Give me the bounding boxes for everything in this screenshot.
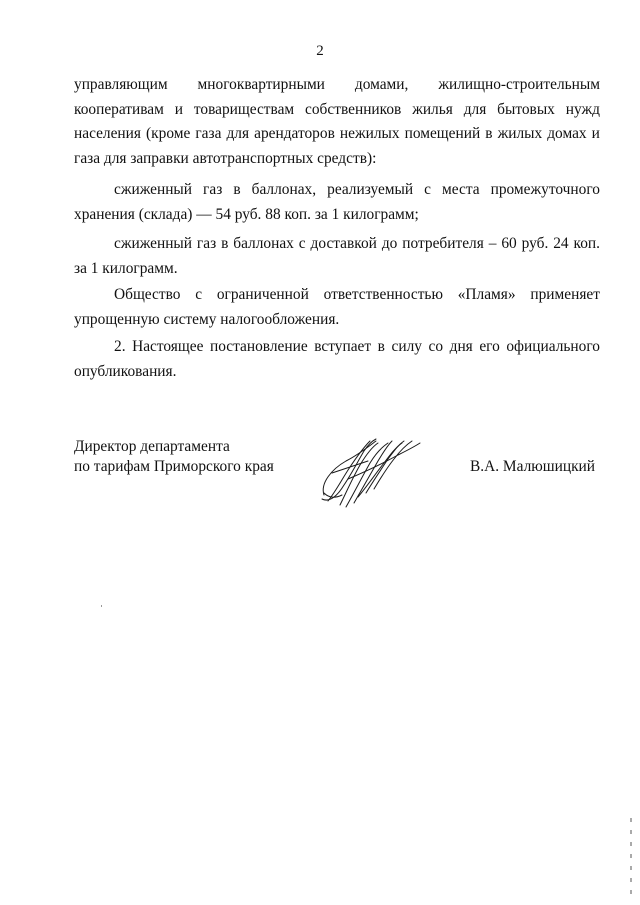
word: домами, <box>354 76 409 93</box>
word: управляющим <box>74 76 168 93</box>
paragraph-2-line-2: хранения (склада) — 54 руб. 88 коп. за 1 килограмм; <box>74 205 419 223</box>
word: жилищно-строительным <box>438 76 600 93</box>
word: (кроме <box>146 125 191 142</box>
word: газ <box>203 181 223 198</box>
paragraph-4 <box>74 283 600 332</box>
word: 24 <box>553 235 569 252</box>
word: его <box>479 338 500 355</box>
word: с <box>424 181 431 198</box>
word: потребителя <box>402 235 484 252</box>
paragraph-5-line-1 <box>74 335 600 360</box>
word: многоквартирными <box>197 76 325 93</box>
word: газ <box>196 235 217 252</box>
scan-edge-marks <box>628 818 634 898</box>
word: бытовых <box>497 100 555 118</box>
signatory-name: В.А. Малюшицкий <box>470 458 596 475</box>
signatory-title-line-1: Директор департамента <box>74 438 230 455</box>
word: «Пламя» <box>457 286 516 303</box>
word: Общество <box>114 286 181 303</box>
word: помещений <box>404 125 481 142</box>
word: с <box>298 235 306 252</box>
word: для <box>226 125 250 142</box>
paragraph-3-line-2: за 1 килограмм. <box>74 259 178 277</box>
word: кооперативам <box>74 100 164 118</box>
word: руб. <box>521 235 549 252</box>
word: вступает <box>314 338 372 355</box>
word: места <box>442 181 480 198</box>
paragraph-1 <box>74 73 600 171</box>
word: товариществам <box>193 100 295 118</box>
word: до <box>381 235 398 252</box>
signatory-title <box>74 437 274 477</box>
word: газа <box>195 125 222 142</box>
word: жилых <box>497 125 543 142</box>
word: баллонах <box>233 235 294 252</box>
paragraph-5-line-2: опубликования. <box>74 362 177 380</box>
word: для <box>463 100 487 118</box>
word: 60 <box>501 235 517 252</box>
word: с <box>195 286 203 303</box>
paragraph-1-line-3 <box>74 122 600 147</box>
word: Настоящее <box>132 338 204 355</box>
word: в <box>221 235 229 252</box>
word: ограниченной <box>216 286 309 303</box>
paragraph-2 <box>74 178 600 227</box>
scan-speck <box>101 605 102 607</box>
word: дня <box>449 338 473 355</box>
paragraph-5 <box>74 335 600 384</box>
word: реализуемый <box>327 181 414 198</box>
word: собственников <box>305 100 402 118</box>
word: силу <box>391 338 422 355</box>
paragraph-1-line-1 <box>74 73 600 98</box>
word: в <box>377 338 385 355</box>
word: коп. <box>573 235 600 252</box>
page-number: 2 <box>316 43 324 59</box>
signatory-title-line-2: по тарифам Приморского края <box>74 458 274 475</box>
word: баллонах, <box>251 181 317 198</box>
word: сжиженный <box>114 235 193 252</box>
word: нежилых <box>339 125 400 142</box>
word: 2. <box>114 338 126 355</box>
word: жилья <box>412 100 453 118</box>
word: и <box>174 100 183 118</box>
word: доставкой <box>310 235 377 252</box>
word: применяет <box>530 286 600 303</box>
paragraph-3 <box>74 232 600 281</box>
word: арендаторов <box>254 125 335 142</box>
word: и <box>591 125 600 142</box>
paragraph-3-line-1 <box>74 232 600 257</box>
word: ответственностью <box>323 286 443 303</box>
word: в <box>233 181 241 198</box>
word: в <box>485 125 493 142</box>
word: официального <box>506 338 600 355</box>
word: домах <box>547 125 587 142</box>
paragraph-1-line-4: газа для заправки автотранспортных средств): <box>74 149 377 167</box>
paragraph-4-line-2: упрощенную систему налогообложения. <box>74 310 340 328</box>
word: нужд <box>565 100 600 118</box>
paragraph-4-line-1 <box>74 283 600 308</box>
word: – <box>488 235 497 252</box>
word: населения <box>74 125 141 142</box>
word: промежуточного <box>490 181 600 198</box>
handwritten-signature <box>318 433 422 511</box>
word: постановление <box>209 338 308 355</box>
word: со <box>428 338 444 355</box>
word: сжиженный <box>114 181 193 198</box>
paragraph-1-line-2 <box>74 98 600 123</box>
paragraph-2-line-1 <box>74 178 600 203</box>
